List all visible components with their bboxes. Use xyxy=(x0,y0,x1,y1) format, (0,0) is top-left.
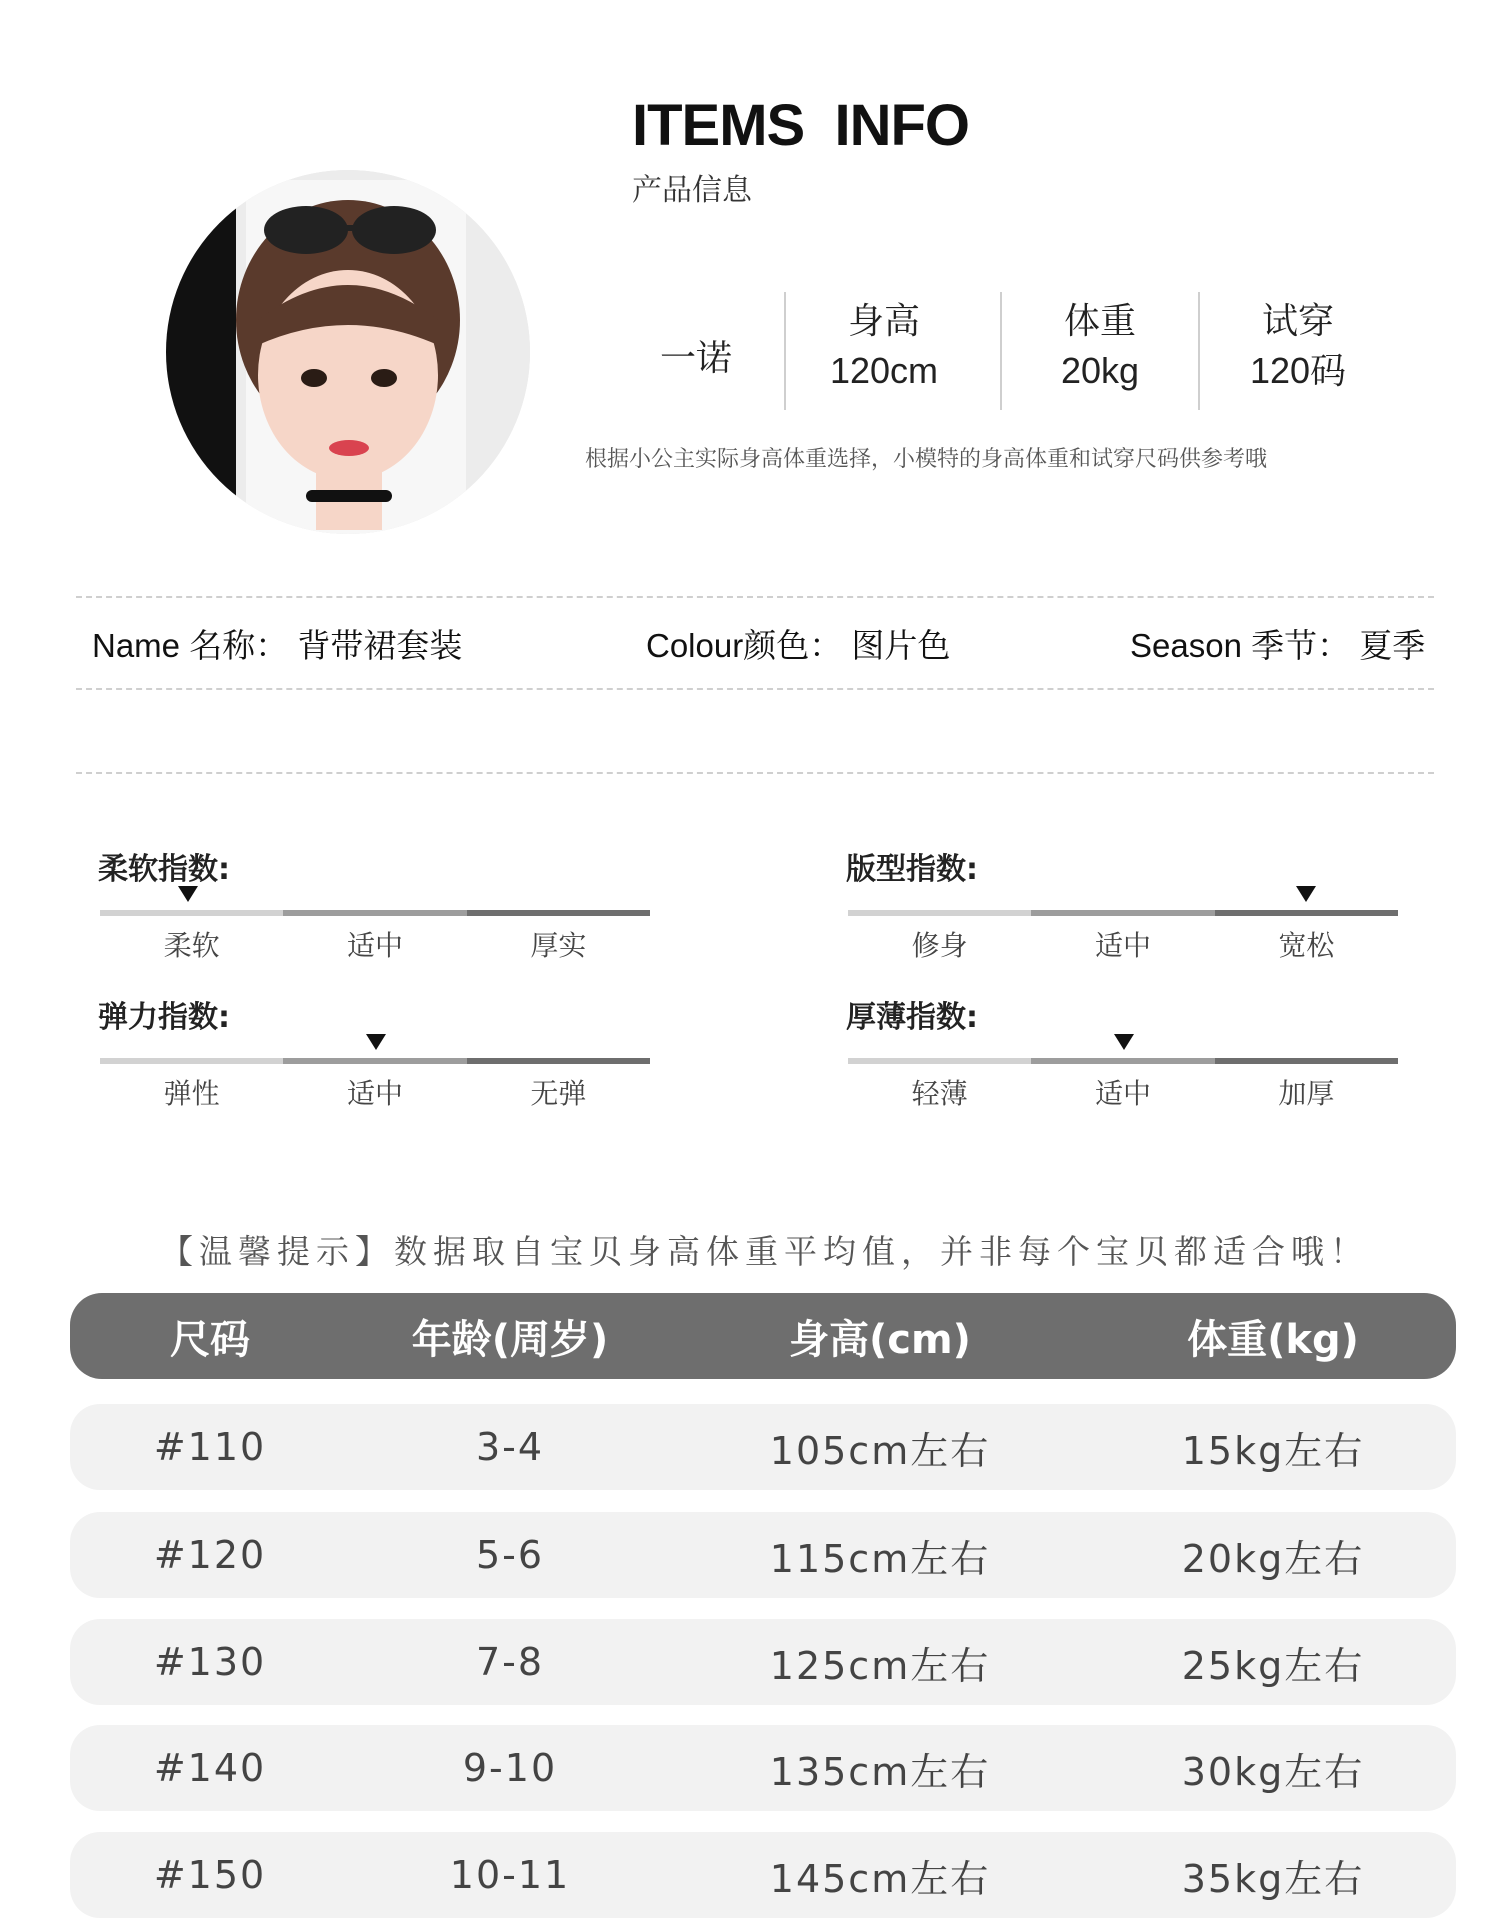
softness-scale-bar xyxy=(100,910,650,916)
header-weight: 体重(kg) xyxy=(1187,1316,1359,1363)
thickness-marker-icon xyxy=(1114,1034,1134,1050)
table-row xyxy=(70,1619,1456,1705)
thickness-scale-bar xyxy=(848,1058,1398,1064)
elasticity-index-title: 弹力指数: xyxy=(98,1000,230,1035)
model-photo-illustration xyxy=(166,170,530,534)
thickness-level: 轻薄 xyxy=(911,1077,968,1110)
fit-level: 修身 xyxy=(911,929,968,962)
cell-age: 9-10 xyxy=(462,1746,558,1790)
elasticity-level: 弹性 xyxy=(163,1077,220,1110)
info-name-label: Name xyxy=(92,627,181,664)
stat-height-label: 身高 xyxy=(847,301,920,342)
stat-trial-size xyxy=(1203,298,1393,396)
cell-height: 115cm左右 xyxy=(769,1536,991,1581)
softness-marker-icon xyxy=(178,886,198,902)
cell-size: #110 xyxy=(153,1425,267,1469)
cell-size: #130 xyxy=(153,1640,267,1684)
divider xyxy=(784,292,786,410)
cell-age: 7-8 xyxy=(475,1640,545,1684)
table-row xyxy=(70,1725,1456,1811)
info-season-value: 夏季 xyxy=(1359,626,1426,665)
header-age: 年龄(周岁) xyxy=(411,1316,609,1363)
fit-index-title: 版型指数: xyxy=(846,852,978,887)
softness-level: 适中 xyxy=(346,929,403,962)
info-season-cn: 季节： xyxy=(1251,626,1351,665)
elasticity-level: 无弹 xyxy=(530,1077,587,1110)
elasticity-marker-icon xyxy=(366,1034,386,1050)
cell-age: 10-11 xyxy=(449,1853,571,1897)
fit-level: 宽松 xyxy=(1278,929,1335,962)
table-row xyxy=(70,1404,1456,1490)
fit-scale-labels xyxy=(848,924,1398,964)
cell-height: 145cm左右 xyxy=(769,1856,991,1901)
cell-height: 135cm左右 xyxy=(769,1749,991,1794)
stat-weight-label: 体重 xyxy=(1063,301,1136,342)
model-note: 根据小公主实际身高体重选择，小模特的身高体重和试穿尺码供参考哦 xyxy=(585,447,1268,472)
page-title: ITEMS INFO xyxy=(632,93,969,158)
thickness-level: 适中 xyxy=(1094,1077,1151,1110)
stat-weight-value: 20kg xyxy=(1060,350,1140,391)
info-name xyxy=(92,620,462,667)
info-season-label: Season xyxy=(1130,627,1242,664)
model-avatar xyxy=(166,170,530,534)
elasticity-scale-bar xyxy=(100,1058,650,1064)
header-size: 尺码 xyxy=(170,1316,250,1363)
info-colour xyxy=(646,620,950,667)
info-name-cn: 名称： xyxy=(189,626,289,665)
table-row xyxy=(70,1832,1456,1918)
size-table-header xyxy=(70,1293,1456,1379)
stat-trial-size-label: 试穿 xyxy=(1261,301,1334,342)
cell-weight: 20kg左右 xyxy=(1181,1536,1365,1581)
info-name-value: 背带裙套装 xyxy=(297,626,463,665)
info-colour-cn: 颜色： xyxy=(743,626,843,665)
elasticity-scale-labels xyxy=(100,1072,650,1112)
softness-level: 柔软 xyxy=(163,929,220,962)
page-subtitle: 产品信息 xyxy=(632,173,752,208)
warm-tip: 【温馨提示】数据取自宝贝身高体重平均值，并非每个宝贝都适合哦！ xyxy=(160,1232,1369,1271)
cell-height: 105cm左右 xyxy=(769,1428,991,1473)
thickness-level: 加厚 xyxy=(1278,1077,1335,1110)
table-row xyxy=(70,1512,1456,1598)
cell-weight: 35kg左右 xyxy=(1181,1856,1365,1901)
divider xyxy=(1198,292,1200,410)
stat-trial-size-value: 120码 xyxy=(1249,350,1347,391)
fit-scale-bar xyxy=(848,910,1398,916)
header-height: 身高(cm) xyxy=(789,1316,971,1363)
dashed-divider xyxy=(76,688,1434,690)
dashed-divider xyxy=(76,596,1434,598)
info-season xyxy=(1130,620,1425,667)
softness-index-title: 柔软指数: xyxy=(98,852,230,887)
thickness-scale-labels xyxy=(848,1072,1398,1112)
cell-weight: 30kg左右 xyxy=(1181,1749,1365,1794)
info-colour-value: 图片色 xyxy=(851,626,951,665)
thickness-index-title: 厚薄指数: xyxy=(846,1000,978,1035)
cell-weight: 15kg左右 xyxy=(1181,1428,1365,1473)
divider xyxy=(1000,292,1002,410)
cell-age: 3-4 xyxy=(475,1425,545,1469)
cell-age: 5-6 xyxy=(475,1533,545,1577)
cell-height: 125cm左右 xyxy=(769,1643,991,1688)
fit-level: 适中 xyxy=(1094,929,1151,962)
stat-height xyxy=(789,298,979,396)
softness-level: 厚实 xyxy=(530,929,587,962)
fit-marker-icon xyxy=(1296,886,1316,902)
cell-weight: 25kg左右 xyxy=(1181,1643,1365,1688)
elasticity-level: 适中 xyxy=(346,1077,403,1110)
cell-size: #120 xyxy=(153,1533,267,1577)
info-colour-label: Colour xyxy=(646,627,744,664)
stat-height-value: 120cm xyxy=(829,350,939,391)
cell-size: #150 xyxy=(153,1853,267,1897)
dashed-divider xyxy=(76,772,1434,774)
stat-weight xyxy=(1005,298,1195,396)
model-name: 一诺 xyxy=(660,338,733,379)
cell-size: #140 xyxy=(153,1746,267,1790)
softness-scale-labels xyxy=(100,924,650,964)
